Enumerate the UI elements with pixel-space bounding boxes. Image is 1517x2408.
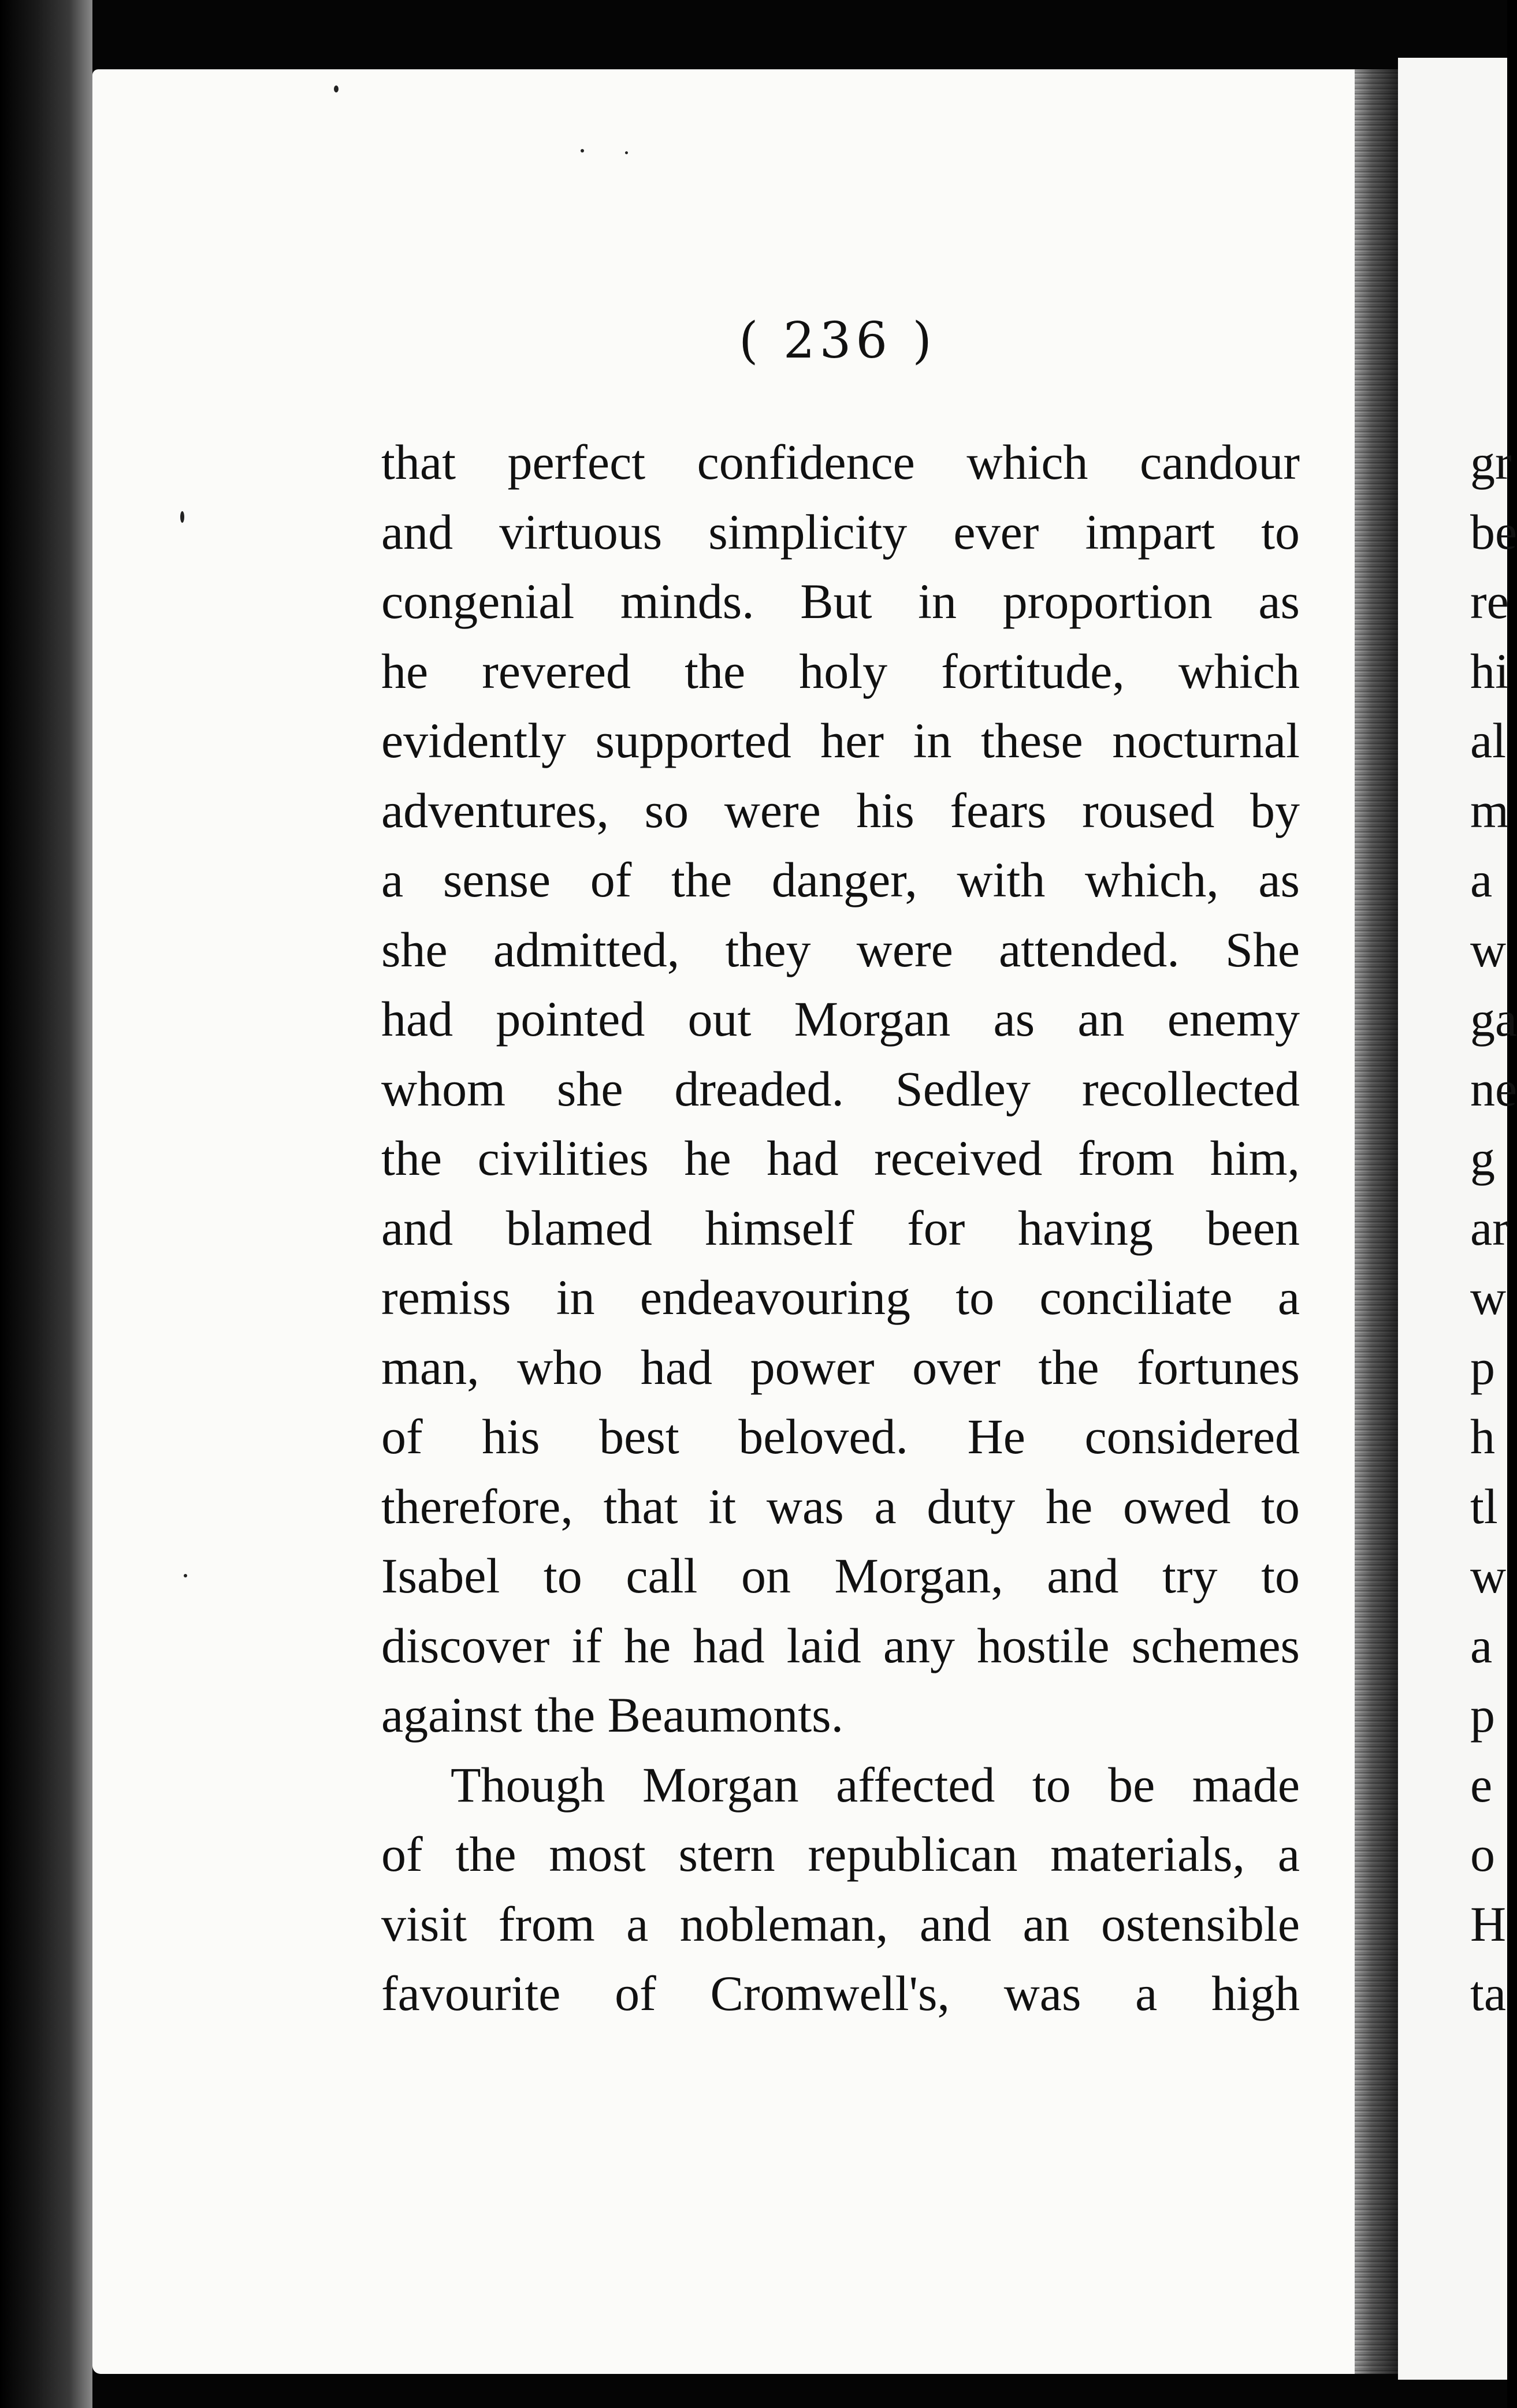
text-line: and blamed himself for having been <box>381 1200 1300 1256</box>
text-line: remiss in endeavouring to conciliate a <box>381 1270 1300 1325</box>
facing-line-fragment: w <box>1470 1548 1507 1603</box>
facing-line-fragment: p <box>1470 1687 1495 1743</box>
facing-line-fragment: be <box>1470 504 1517 560</box>
page-gutter-shadow <box>1355 69 1398 2374</box>
text-line: Isabel to call on Morgan, and try to <box>381 1548 1300 1603</box>
text-line: and virtuous simplicity ever impart to <box>381 504 1300 560</box>
text-line: against the Beaumonts. <box>381 1687 844 1743</box>
facing-line-fragment: p <box>1470 1339 1495 1395</box>
text-line: she admitted, they were attended. She <box>381 921 1300 977</box>
text-line: evidently supported her in these nocturnal <box>381 713 1300 768</box>
scan-speck <box>180 511 184 523</box>
facing-line-fragment: w <box>1470 921 1507 977</box>
facing-line-fragment: e <box>1470 1756 1493 1812</box>
facing-line-fragment: tl <box>1470 1478 1498 1534</box>
facing-line-fragment: ta <box>1470 1966 1507 2021</box>
scan-speck <box>581 149 584 152</box>
facing-line-fragment: g <box>1470 1130 1495 1186</box>
scan-speck <box>334 85 339 92</box>
facing-line-fragment: hi <box>1470 643 1509 699</box>
text-line: whom she dreaded. Sedley recollected <box>381 1060 1300 1116</box>
facing-line-fragment: h <box>1470 1409 1495 1464</box>
scan-speck <box>625 151 628 154</box>
facing-line-fragment: al <box>1470 713 1507 768</box>
facing-line-fragment: ga <box>1470 991 1517 1047</box>
text-line: the civilities he had received from him, <box>381 1130 1300 1186</box>
facing-line-fragment: a <box>1470 1617 1493 1673</box>
text-line: man, who had power over the fortunes <box>381 1339 1300 1395</box>
text-line: favourite of Cromwell's, was a high <box>381 1966 1300 2021</box>
scan-speck <box>184 1574 187 1577</box>
text-line: of his best beloved. He considered <box>381 1409 1300 1464</box>
text-line: had pointed out Morgan as an enemy <box>381 991 1300 1047</box>
facing-line-fragment: w <box>1470 1270 1507 1325</box>
text-line: discover if he had laid any hostile schemes <box>381 1617 1300 1673</box>
facing-page-text <box>1470 427 1517 2029</box>
text-line: Though Morgan affected to be made <box>451 1756 1300 1812</box>
facing-line-fragment: ne <box>1470 1060 1517 1116</box>
facing-line-fragment: m <box>1470 782 1509 838</box>
page-number: ( 236 ) <box>739 312 936 370</box>
page-body-text <box>381 427 1300 2029</box>
facing-line-fragment: o <box>1470 1826 1495 1882</box>
facing-line-fragment: re <box>1470 574 1509 629</box>
facing-line-fragment: gr <box>1470 434 1512 490</box>
text-line: visit from a nobleman, and an ostensible <box>381 1896 1300 1952</box>
text-line: therefore, that it was a duty he owed to <box>381 1478 1300 1534</box>
facing-line-fragment: H <box>1470 1896 1507 1952</box>
binding-edge <box>0 0 92 2408</box>
text-line: he revered the holy fortitude, which <box>381 643 1300 699</box>
text-line: a sense of the danger, with which, as <box>381 852 1300 907</box>
facing-line-fragment: a <box>1470 852 1493 907</box>
text-line: adventures, so were his fears roused by <box>381 782 1300 838</box>
text-line: that perfect confidence which candour <box>381 434 1300 490</box>
text-line: of the most stern republican materials, a <box>381 1826 1300 1882</box>
facing-line-fragment: ar <box>1470 1200 1509 1256</box>
text-line: congenial minds. But in proportion as <box>381 574 1300 629</box>
